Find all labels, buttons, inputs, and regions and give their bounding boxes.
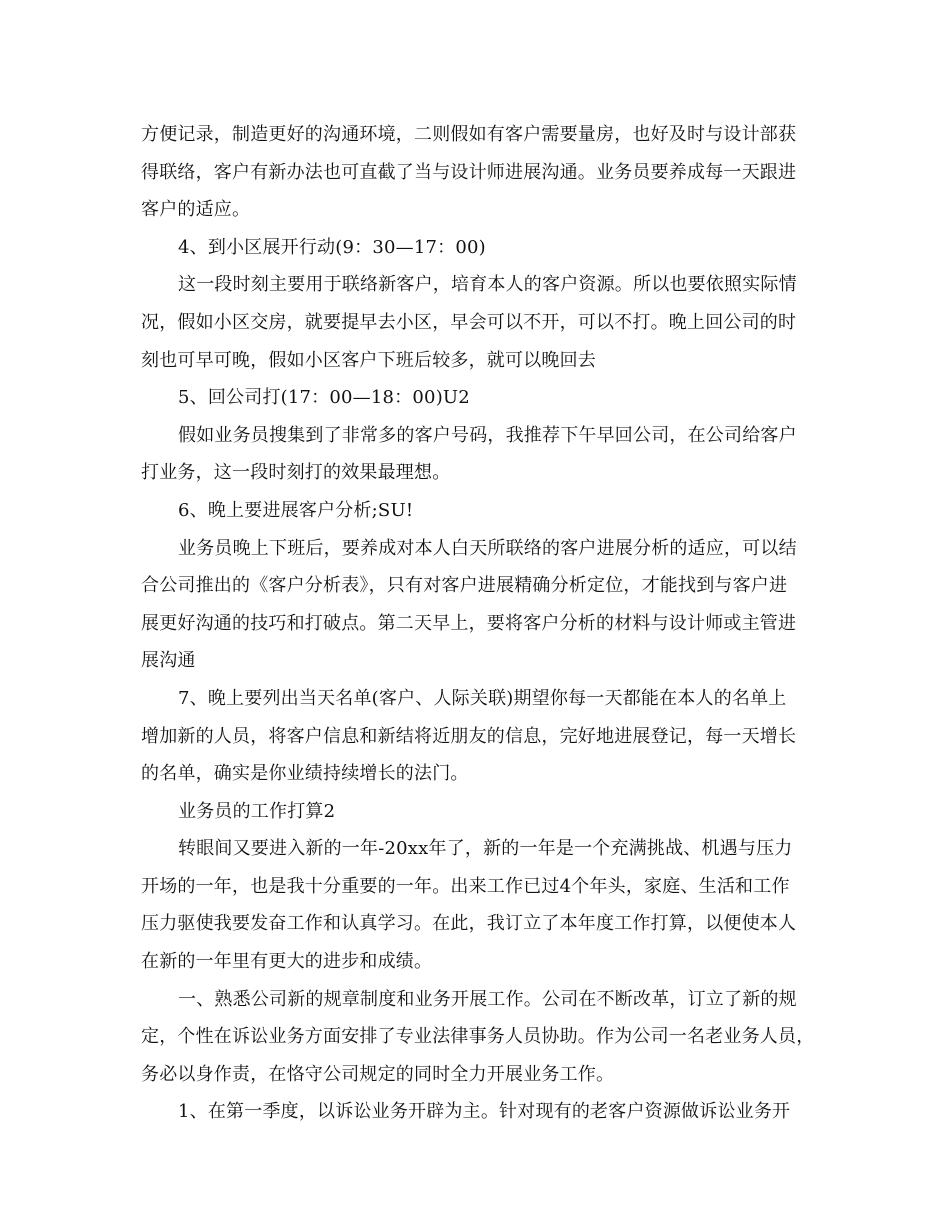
text-line: 合公司推出的《客户分析表》，只有对客户进展精确分析定位，才能找到与客户进 (141, 575, 788, 597)
text-line: 得联络，客户有新办法也可直截了当与设计师进展沟通。业务员要养成每一天跟进 (141, 161, 797, 183)
text-line: 定，个性在诉讼业务方面安排了专业法律事务人员协助。作为公司一名老业务人员， (141, 1026, 815, 1048)
text-line: 况，假如小区交房，就要提早去小区，早会可以不开，可以不打。晚上回公司的时 (141, 311, 797, 333)
text-line: 假如业务员搜集到了非常多的客户号码，我推荐下午早回公司，在公司给客户 (178, 424, 797, 446)
text-line: 业务员的工作打算2 (178, 800, 336, 822)
text-line: 务必以身作责，在恪守公司规定的同时全力开展业务工作。 (141, 1063, 615, 1085)
text-line: 5、回公司打(17：00—18：00)U2 (178, 387, 470, 409)
text-line: 转眼间又要进入新的一年-20xx年了，新的一年是一个充满挑战、机遇与压力 (178, 838, 793, 860)
text-line: 方便记录，制造更好的沟通环境，二则假如有客户需要量房，也好及时与设计部获 (141, 124, 797, 145)
text-line: 在新的一年里有更大的进步和成绩。 (141, 951, 433, 973)
text-line: 开场的一年，也是我十分重要的一年。出来工作已过4个年头，家庭、生活和工作 (141, 875, 790, 897)
text-line: 的名单，确实是你业绩持续增长的法门。 (141, 763, 469, 785)
text-line: 6、晚上要进展客户分析;SU! (178, 499, 414, 521)
text-line: 展更好沟通的技巧和打破点。第二天早上，要将客户分析的材料与设计师或主管进 (141, 612, 797, 634)
text-line: 4、到小区展开行动(9：30—17：00) (178, 236, 486, 258)
text-line: 这一段时刻主要用于联络新客户，培育本人的客户资源。所以也要依照实际情 (178, 274, 797, 296)
text-line: 业务员晚上下班后，要养成对本人白天所联络的客户进展分析的适应，可以结 (178, 537, 797, 559)
text-line: 刻也可早可晚，假如小区客户下班后较多，就可以晚回去 (141, 349, 596, 371)
document-body (141, 116, 816, 1131)
text-line: 一、熟悉公司新的规章制度和业务开展工作。公司在不断改革，订立了新的规 (178, 988, 797, 1010)
text-line: 打业务，这一段时刻打的效果最理想。 (141, 462, 451, 484)
text-line: 客户的适应。 (141, 199, 251, 221)
text-line: 增加新的人员，将客户信息和新结将近朋友的信息，完好地进展登记，每一天增长 (141, 725, 797, 747)
text-line: 7、晚上要列出当天名单(客户、人际关联)期望你每一天都能在本人的名单上 (178, 687, 787, 709)
text-line: 压力驱使我要发奋工作和认真学习。在此，我订立了本年度工作打算，以便使本人 (141, 913, 797, 935)
text-line: 展沟通 (141, 650, 196, 672)
text-line: 1、在第一季度，以诉讼业务开辟为主。针对现有的老客户资源做诉讼业务开 (178, 1101, 791, 1123)
